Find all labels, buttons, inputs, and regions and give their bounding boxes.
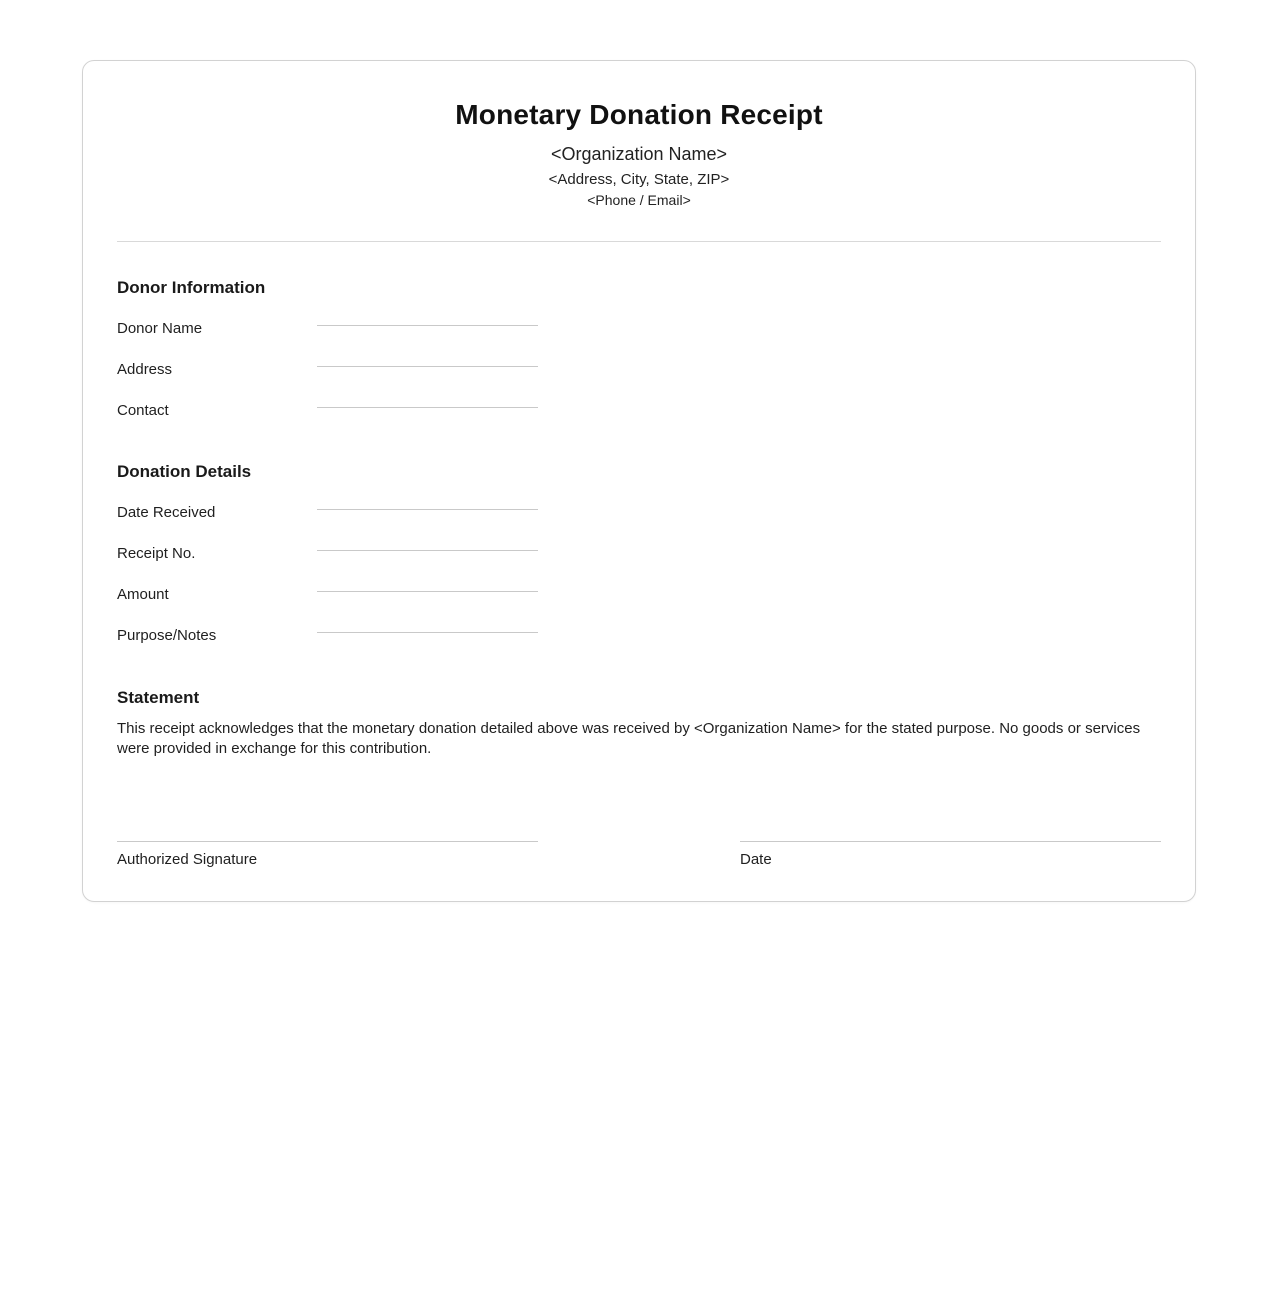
purpose-notes-blank-line[interactable] (317, 632, 538, 633)
authorized-signature-block (117, 841, 538, 870)
address-blank-line[interactable] (317, 366, 538, 367)
field-row-receipt-no (117, 533, 1161, 574)
donation-details-fields (117, 492, 1161, 656)
header-divider (117, 241, 1161, 242)
section-donation-details (117, 461, 1161, 656)
receipt-card (82, 60, 1196, 902)
address-label: Address (117, 361, 173, 378)
donation-details-heading: Donation Details (117, 462, 252, 481)
authorized-signature-label: Authorized Signature (117, 851, 258, 868)
page-title: Monetary Donation Receipt (455, 99, 823, 130)
section-statement (117, 687, 1161, 759)
field-row-date-received (117, 492, 1161, 533)
statement-text: This receipt acknowledges that the monetary donation detailed above was received by <Organization Name> for the stated purpose. No goods or services were provided in exchange for this contribution. (117, 720, 1141, 757)
purpose-notes-label: Purpose/Notes (117, 627, 217, 644)
section-donor-information (117, 277, 1161, 431)
organization-address-placeholder: <Address, City, State, ZIP> (548, 171, 730, 188)
field-row-purpose-notes (117, 615, 1161, 656)
receipt-no-blank-line[interactable] (317, 550, 538, 551)
organization-name-placeholder: <Organization Name> (550, 144, 728, 164)
date-block (740, 841, 1161, 870)
amount-blank-line[interactable] (317, 591, 538, 592)
field-row-amount (117, 574, 1161, 615)
donor-information-fields (117, 308, 1161, 431)
amount-label: Amount (117, 586, 169, 603)
contact-blank-line[interactable] (317, 407, 538, 408)
field-row-contact (117, 390, 1161, 431)
contact-label: Contact (117, 402, 169, 419)
signature-area (117, 841, 1161, 870)
organization-contact-placeholder: <Phone / Email> (587, 192, 691, 208)
field-row-address (117, 349, 1161, 390)
date-received-blank-line[interactable] (317, 509, 538, 510)
receipt-no-label: Receipt No. (117, 545, 196, 562)
date-label: Date (740, 851, 772, 868)
statement-heading: Statement (117, 688, 200, 707)
donor-name-blank-line[interactable] (317, 325, 538, 326)
date-received-label: Date Received (117, 504, 216, 521)
field-row-donor-name (117, 308, 1161, 349)
receipt-header (117, 97, 1161, 210)
donor-name-label: Donor Name (117, 320, 203, 337)
donor-information-heading: Donor Information (117, 278, 266, 297)
